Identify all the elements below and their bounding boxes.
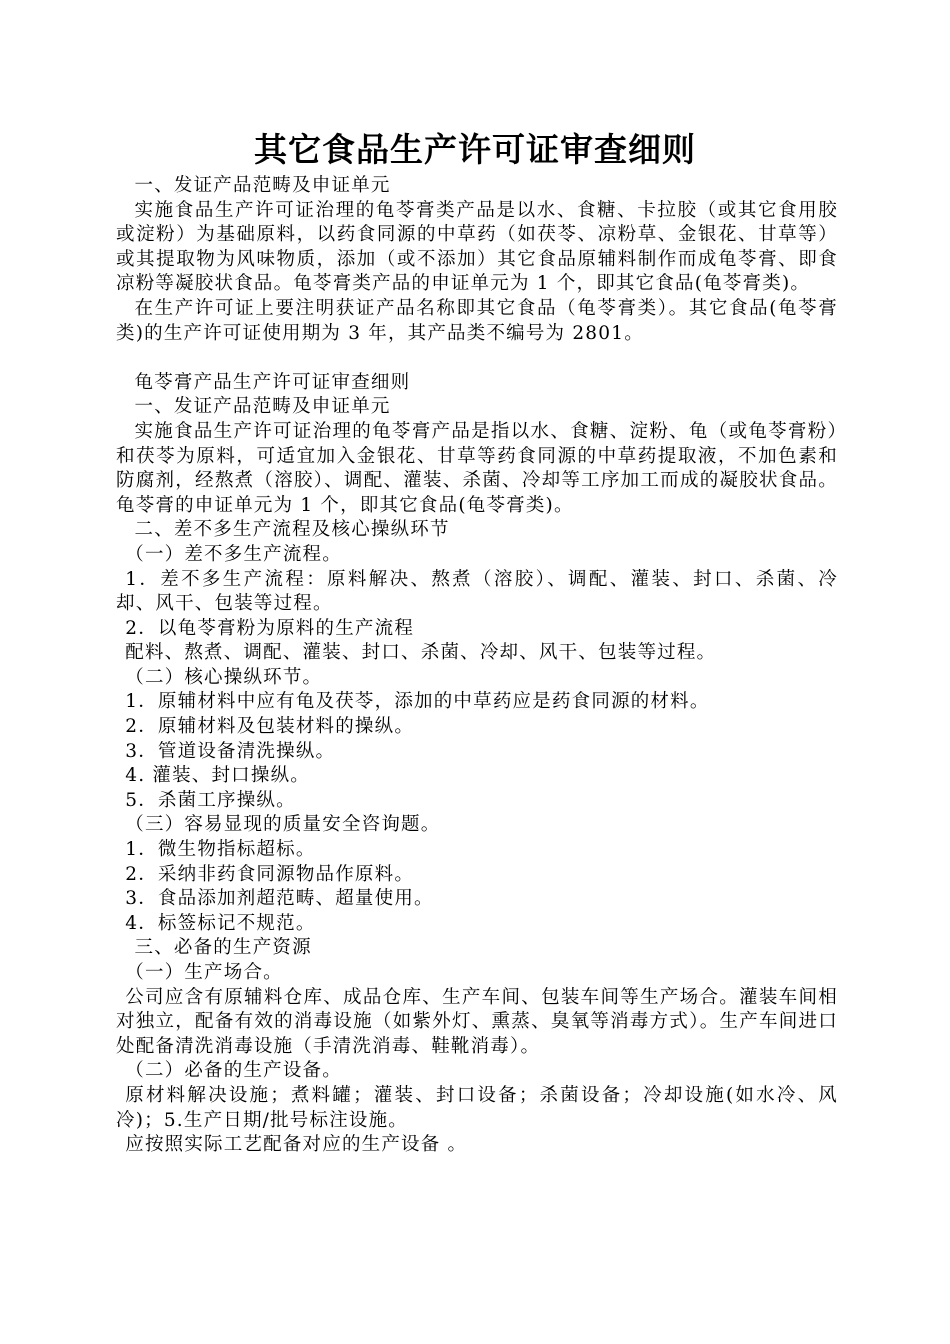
subsection-heading: （一）生产场合。 — [125, 962, 283, 983]
paragraph-scope-intro: 实施食品生产许可证治理的龟苓膏类产品是以水、食糖、卡拉胶（或其它食用胶或淀粉）为基础原料，以药食同源的中草药（如茯苓、凉粉草、金银花、甘草等）或其提取物为风味物质，添加（或不添加）其它食品原辅料制作而成龟苓膏、即食凉粉等凝胶状食品。龟苓膏类产品的申证单元为 1 个，即其它食品(龟苓膏类)。 — [116, 199, 838, 295]
blank-line — [116, 346, 838, 371]
paragraph-closing: 应按照实际工艺配备对应的生产设备 。 — [125, 1134, 468, 1156]
list-item: 1．原辅材料中应有龟及茯苓，添加的中草药应是药食同源的材料。 — [125, 691, 710, 713]
list-item: 2．采纳非药食同源物品作原料。 — [125, 863, 415, 885]
list-item: 3．食品添加剂超范畴、超量使用。 — [125, 888, 434, 910]
paragraph-facilities: 公司应含有原辅料仓库、成品仓库、生产车间、包装车间等生产场合。灌装车间相对独立，配备有效的消毒设施（如紫外灯、熏蒸、臭氧等消毒方式）。生产车间进口处配备清洗消毒设施（手清洗消毒、鞋靴消毒）。 — [116, 986, 838, 1057]
list-item: 1．差不多生产流程：原料解决、熬煮（溶胶）、调配、灌装、封口、杀菌、冷却、风干、包装等过程。 — [116, 568, 838, 615]
list-item: 4．标签标记不规范。 — [125, 912, 316, 934]
paragraph-process: 配料、熬煮、调配、灌装、封口、杀菌、冷却、风干、包装等过程。 — [125, 642, 717, 664]
document-title: 其它食品生产许可证审查细则 — [254, 130, 696, 169]
paragraph-product-definition: 实施食品生产许可证治理的龟苓膏产品是指以水、食糖、淀粉、龟（或龟苓膏粉）和茯苓为原料，可适宜加入金银花、甘草等药食同源的中草药提取液，不加色素和防腐剂，经熬煮（溶胶）、调配、灌装、杀菌、冷却等工序加工而成的凝胶状食品。龟苓膏的申证单元为 1 个，即其它食品(龟苓膏类)。 — [116, 420, 838, 516]
list-item: 2．原辅材料及包装材料的操纵。 — [125, 716, 415, 738]
list-item: 5．杀菌工序操纵。 — [125, 789, 296, 811]
subsection-heading: （二）核心操纵环节。 — [125, 666, 323, 688]
sub-document-title: 龟苓膏产品生产许可证审查细则 — [134, 371, 411, 393]
subsection-heading: （二）必备的生产设备。 — [125, 1060, 342, 1082]
list-item: 3．管道设备清洗操纵。 — [125, 740, 336, 762]
section-heading-2: 二、差不多生产流程及核心操纵环节 — [134, 519, 450, 541]
section-heading-1b: 一、发证产品范畴及申证单元 — [134, 396, 391, 418]
subsection-heading: （一）差不多生产流程。 — [125, 543, 342, 565]
list-item: 4. 灌装、封口操纵。 — [125, 765, 310, 787]
paragraph-equipment: 原材料解决设施；煮料罐；灌装、封口设备；杀菌设备；冷却设施(如水冷、风冷)；5.生产日期/批号标注设施。 — [116, 1084, 838, 1131]
paragraph-license-note: 在生产许可证上要注明获证产品名称即其它食品（龟苓膏类）。其它食品(龟苓膏类)的生产许可证使用期为 3 年，其产品类不编号为 2801。 — [116, 297, 838, 344]
document-body — [116, 174, 838, 1158]
section-heading-1: 一、发证产品范畴及申证单元 — [134, 175, 391, 196]
section-heading-3: 三、必备的生产资源 — [134, 937, 312, 959]
subsection-heading: （三）容易显现的质量安全咨询题。 — [125, 814, 441, 836]
list-item: 2．以龟苓膏粉为原料的生产流程 — [125, 617, 415, 639]
list-item: 1．微生物指标超标。 — [125, 839, 316, 861]
